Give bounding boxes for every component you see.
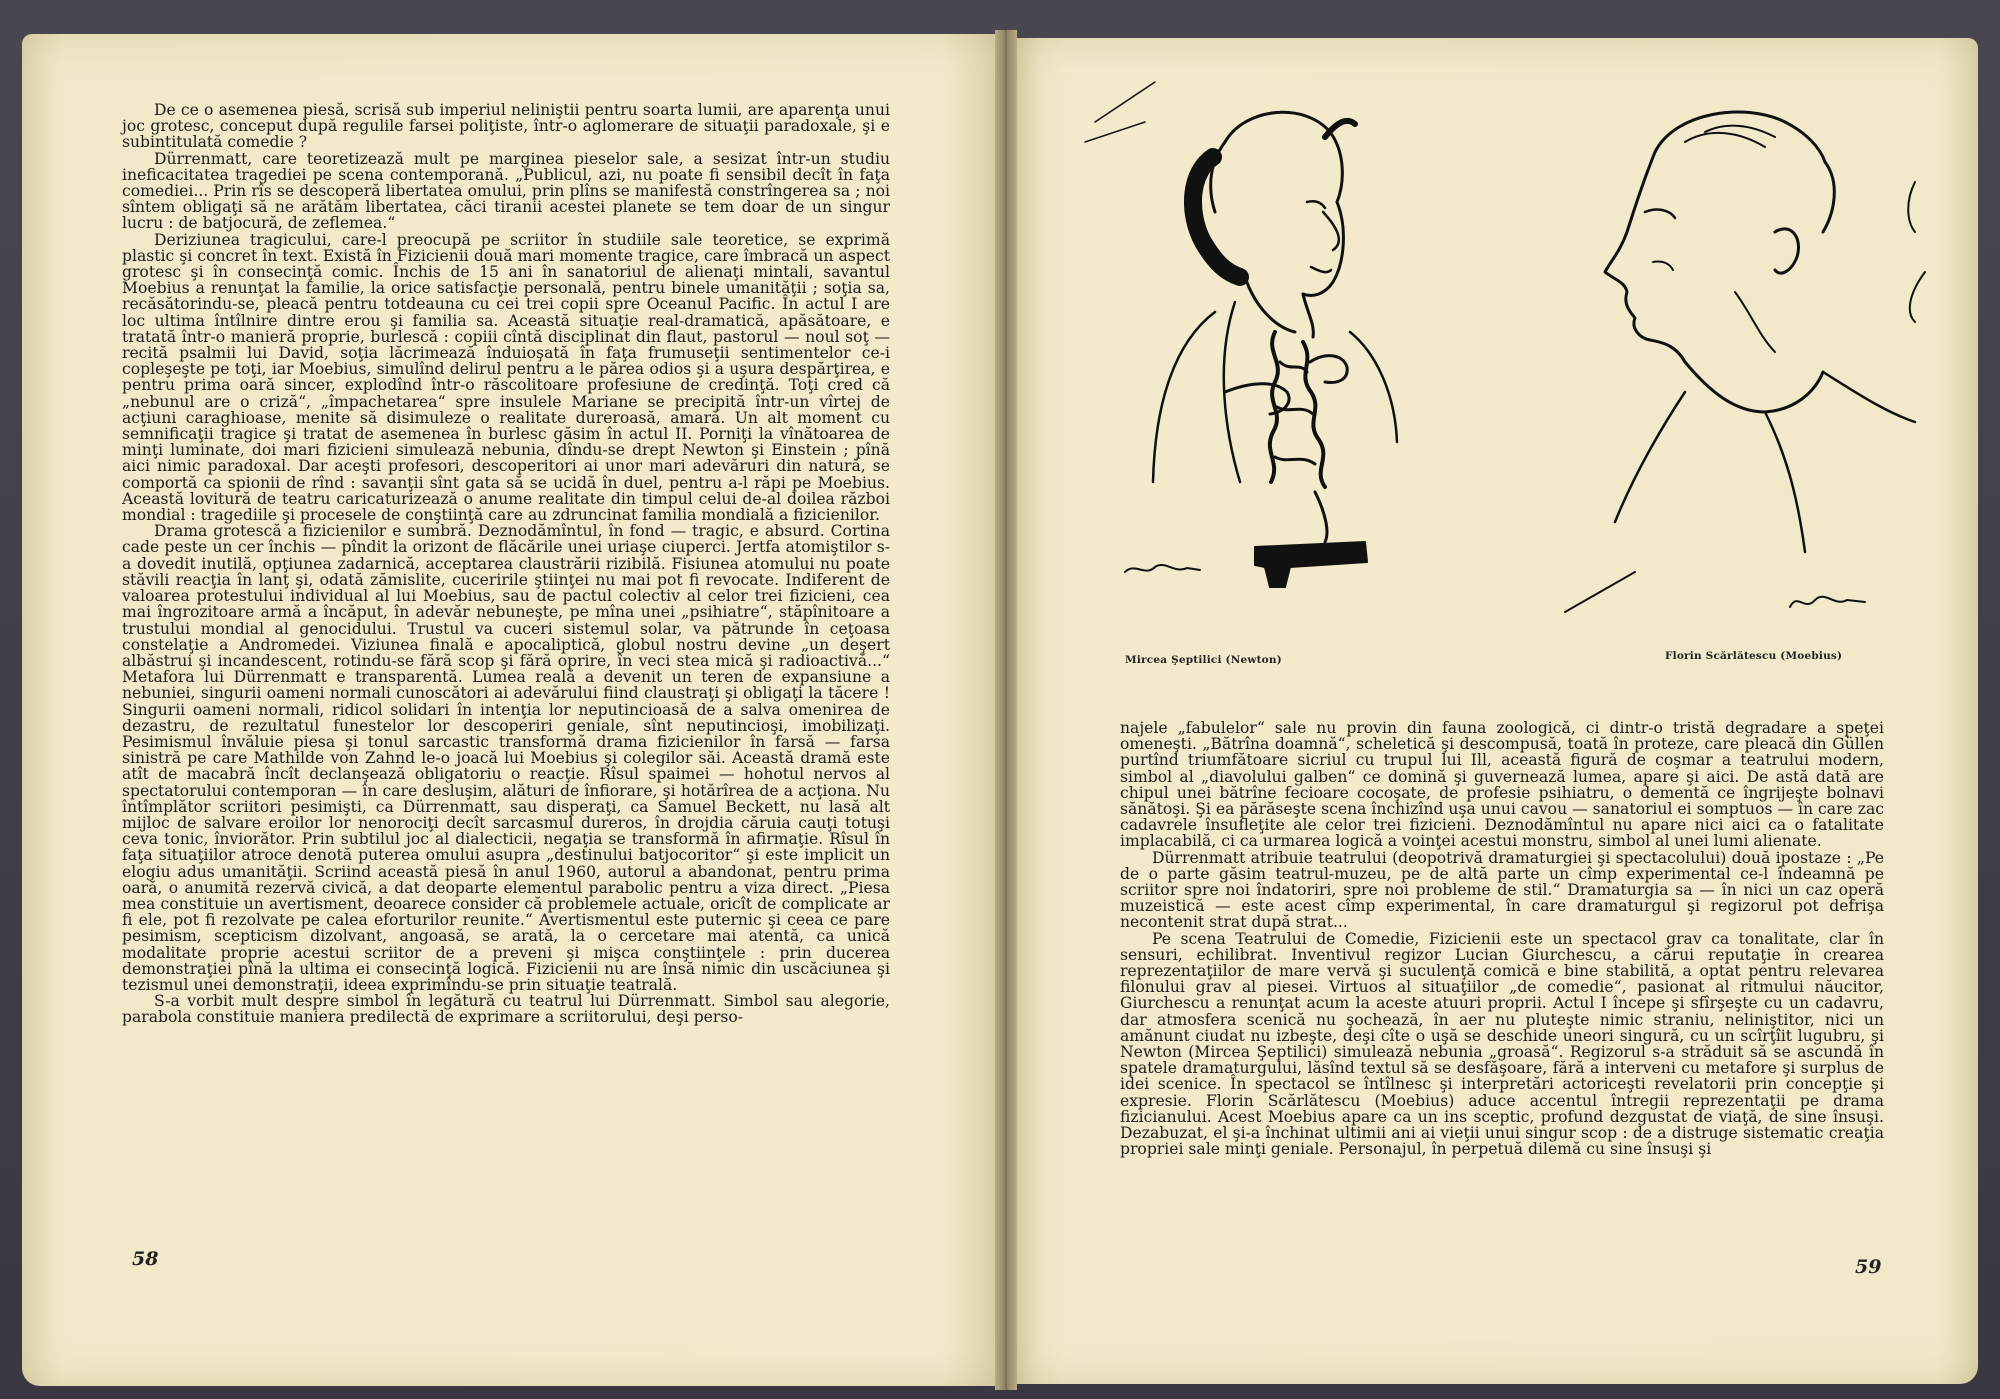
paragraph: De ce o asemenea piesă, scrisă sub imperiul neliniştii pentru soarta lumii, are aparenţa unui joc grotesc, conceput după regulile farsei poliţiste, într-o aglomerare de situaţii paradoxale, şi e subintitulată comedie ? [122,101,890,152]
page-number-left: 58 [132,1248,159,1270]
paragraph: najele „fabulelor“ sale nu provin din fauna zoologică, ci dintr-o tristă degradare a speţei omeneşti. „Bătrîna doamnă“, scheletică şi descompusă, toată în proteze, care pleacă din Güllen purtînd triumfătoare sicriul cu trupul lui Ill, această figură de coşmar a teatrului modern, simbol al „diavolului galben“ ce domină şi guvernează lumea, apare şi aici. De astă dată are chipul unei bătrîne fecioare cocoşate, de profesie psihiatru, o dementă ce îngrijeşte bolnavi sănătoşi. Şi ea părăseşte scena închizînd uşa unui cavou — sanatoriul ei somptuos — în care zac cadavrele însufleţite ale celor trei fizicieni. Deznodămîntul nu apare nici aici ca o fatalitate implacabilă, ci ca urmarea logică a voinţei acestui monstru, simbol al unei lumi alienate. [1120,719,1884,851]
paragraph: Dürrenmatt, care teoretizează mult pe marginea pieselor sale, a sesizat într-un studiu ineficacitatea tragediei pe scena contemporană. „Publicul, azi, nu poate fi sensibil decît în faţa comediei... Prin rîs se descoperă libertatea omului, prin plîns se manifestă constrîngerea sa ; noi sîntem obligaţi să ne arătăm libertatea, căci tiranii acestei planete se tem doar de un singur lucru : de batjocură, de zeflemea.“ [122,149,890,233]
paragraph: Drama grotescă a fizicienilor e sumbră. Deznodămîntul, în fond — tragic, e absurd. Cortina cade peste un cer închis — pîndit la orizont de flăcările unei uriaşe ciuperci. Jertfa atomiştilor s-a dovedit inutilă, opţiunea zadarnică, acceptarea claustrării rizibilă. Fisiunea atomului nu poate stăvili reacţia în lanţ şi, odată zămislite, cuceririle ştiinţei nu mai pot fi revocate. Indiferent de valoarea protestului individual al lui Moebius, sau de pactul colectiv al celor trei fizicieni, cea mai îngrozitoare armă a încăput, în adevăr nebuneşte, pe mîna unei „psihiatre“, stăpînitoare a trustului mondial al genocidului. Trustul va cuceri sistemul solar, va pătrunde în ceţoasa constelaţie a Andromedei. Viziunea finală e apocaliptică, globul nostru devine „un deşert albăstrui şi incandescent, rotindu-se fără scop şi fără oprire, în veci stea mică şi radioactivă...“ Metafora lui Dürrenmatt e transparentă. Lumea reală a devenit un teren de expansiune a nebuniei, singurii oameni normali cunoscători ai adevărului fiind claustraţi şi obligaţi la tăcere ! Singurii oameni normali, ridicol solidari în intenţia lor neputincioasă de a salva omenirea de dezastru, de rezultatul funestelor lor descoperiri geniale, sînt neputincioşi, imobilizaţi. Pesimismul învăluie piesa şi tonul sarcastic transformă drama fizicienilor în farsă — farsa sinistră pe care Mathilde von Zahnd le-o joacă lui Moebius şi colegilor săi. Această dramă este atît de macabră încît declanşează obligatoriu o reacţie. Rîsul spaimei — hohotul nervos al spectatorului contemporan — în care desluşim, alături de înfiorare, şi hotărîrea de a acţiona. Nu întîmplător scriitori pesimişti, ca Dürrenmatt, sau disperaţi, ca Samuel Beckett, nu lasă alt mijloc de salvare eroilor lor nenorociţi decît sarcasmul dureros, în drojdia căruia cauţi totuşi ceva tonic, înviorător. Prin subtilul joc al dialecticii, negaţia se transformă în afirmaţie. Rîsul în faţa situaţiilor atroce denotă puterea omului asupra „destinului batjocoritor“ şi este implicit un elogiu adus umanităţii. Scriind această piesă în anul 1960, autorul a abandonat, pentru prima oară, o anumită rezervă civică, a dat deoparte elementul parabolic pentru a viza direct. „Piesa mea constituie un avertisment, deoarece consider că problemele actuale, oricît de complicate ar fi ele, pot fi rezolvate pe calea eforturilor reunite.“ Avertismentul este puternic şi ceea ce pare pesimism, scepticism dizolvant, angoasă, se arată, la o cercetare mai atentă, ca unică modalitate proprie acestui scriitor de a preveni şi mişca conştiinţele : prin ducerea demonstraţiei pînă la ultima ei consecinţă logică. Fizicienii nu are însă nimic din uscăciunea şi tezismul unei demonstraţii, ideea exprimîndu-se prin situaţie teatrală. [122,522,890,994]
paragraph: Pe scena Teatrului de Comedie, Fizicienii este un spectacol grav ca tonalitate, clar în sensuri, echilibrat. Inventivul regizor Lucian Giurchescu, a cărui reputaţie în crearea reprezentaţiilor de mare vervă şi suculenţă comică e bine stabilită, a optat pentru relevarea filonului grav al piesei. Virtuos al situaţiilor „de comedie“, pasionat al ritmului năucitor, Giurchescu a renunţat acum la aceste atuuri proprii. Actul I începe şi sfîrşeşte cu un cadavru, dar atmosfera scenică nu şochează, în aer nu pluteşte nimic straniu, neliniştitor, nici un amănunt ciudat nu izbeşte, deşi cîte o uşă se deschide uneori singură, cu un scîrţîit lugubru, şi Newton (Mircea Şeptilici) simulează nebunia „groasă“. Regizorul s-a străduit să se ascundă în spatele dramaturgului, lăsînd textul să se desfăşoare, fără a interveni cu metafore şi surplus de idei scenice. În spectacol se întîlnesc şi interpretări actoriceşti revelatorii prin concepţie şi expresie. Florin Scărlătescu (Moebius) aduce accentul întregii reprezentaţii pe drama fizicianului. Acest Moebius apare ca un ins sceptic, profund dezgustat de viaţă, de sine însuşi. Dezabuzat, el şi-a închinat ultimii ani ai vieţii unui singur scop : de a distruge sistematic creaţia propriei sale minţi geniale. Personajul, în perpetuă dilemă cu sine însuşi şi [1120,929,1884,1159]
paragraph: Dürrenmatt atribuie teatrului (deopotrivă dramaturgiei şi spectacolului) două ipostaze : „Pe de o parte găsim teatrul-muzeu, pe de altă parte un cîmp experimental ce-l îndeamnă pe scriitor spre noi îndatoriri, spre noi probleme de stil.“ Dramaturgia sa — în nici un caz operă muzeistică — este acest cîmp experimental, în care dramaturgul şi regizorul pot defrişa necontenit strat după strat... [1120,848,1884,932]
left-page-text [122,102,890,1026]
right-page-text [1120,720,1884,1157]
caption-newton: Mircea Şeptilici (Newton) [1125,654,1282,666]
book-gutter [995,30,1017,1390]
caption-moebius: Florin Scărlătescu (Moebius) [1665,650,1843,662]
caricature-newton-drawing [1075,62,1495,632]
paragraph: Deriziunea tragicului, care-l preocupă pe scriitor în studiile sale teoretice, se exprimă plastic şi concret în text. Există în Fizicienii două mari momente tragice, care îmbracă un aspect grotesc şi în consecinţă comic. Închis de 15 ani în sanatoriul de alienaţi mintali, savantul Moebius a renunţat la familie, la orice satisfacţie personală, pentru binele umanităţii ; soţia sa, recăsătorindu-se, pleacă pentru totdeauna cu cei trei copii spre Oceanul Pacific. În actul I are loc ultima întîlnire dintre erou şi familia sa. Această situaţie real-dramatică, apăsătoare, e tratată într-o manieră proprie, burlescă : copiii cîntă disciplinat din flaut, pastorul — noul soţ — recită psalmii lui David, soţia lăcrimează înduioşată în faţa frumuseţii sentimentelor ce-i copleşeşte pe toţi, iar Moebius, simulînd delirul pentru a le părea odios şi a uşura despărţirea, e pentru prima oară sincer, explodînd într-o răscolitoare profesiune de credinţă. Toţi cred că „nebunul are o criză“, „împachetarea“ spre insulele Mariane se precipită într-un vîrtej de acţiuni caraghioase, menite să disimuleze o realitate dureroasă, amară. Un alt moment cu semnificaţii tragice şi tratat de asemenea în burlesc găsim în actul II. Porniţi la vînătoarea de minţi luminate, doi mari fizicieni simulează nebunia, dîndu-se drept Newton şi Einstein ; pînă aici nimic paradoxal. Dar aceşti profesori, descoperitori ai unor mari adevăruri din natură, se comportă ca spionii de rînd : savanţii sînt gata să se ucidă în duel, pentru a-l răpi pe Moebius. Această lovitură de teatru caricaturizează o anume realitate din timpul celui de-al doilea război mondial : tragediile şi procesele de conştiinţă care au zdruncinat familia mondială a fizicienilor. [122,230,890,525]
paragraph: S-a vorbit mult despre simbol în legătură cu teatrul lui Dürrenmatt. Simbol sau alegorie, parabola constituie maniera predilectă de exprimare a scriitorului, deşi perso- [122,992,890,1027]
page-number-right: 59 [1855,1256,1882,1278]
caricature-moebius-drawing [1535,92,1955,652]
